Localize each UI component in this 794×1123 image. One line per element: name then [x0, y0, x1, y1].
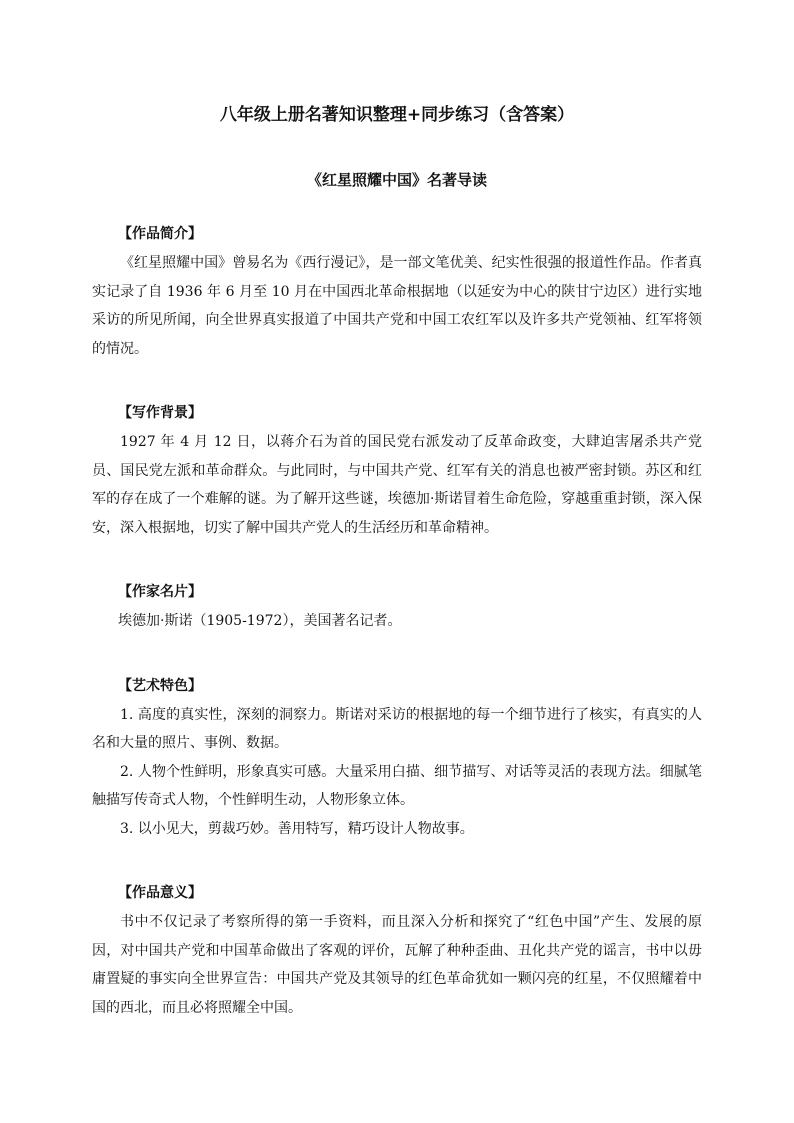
- section-art: [92, 676, 702, 844]
- art-feature-item-1: 1. 高度的真实性，深刻的洞察力。斯诺对采访的根据地的每一个细节进行了核实，有真实的人名和大量的照片、事例、数据。: [92, 706, 702, 751]
- section-heading-significance: 【作品意义】: [118, 885, 202, 901]
- section-author: [118, 582, 702, 636]
- section-heading-intro: 【作品简介】: [118, 226, 202, 242]
- document-title: 八年级上册名著知识整理+同步练习（含答案）: [219, 105, 575, 125]
- section-heading-background: 【写作背景】: [118, 405, 202, 421]
- section-heading-author: 【作家名片】: [118, 584, 202, 600]
- section-significance: [92, 883, 702, 1022]
- document-subtitle: 《红星照耀中国》名著导读: [306, 171, 487, 189]
- art-feature-item-2: 2. 人物个性鲜明，形象真实可感。大量采用白描、细节描写、对话等灵活的表现方法。细腻笔触描写传奇式人物，个性鲜明生动，人物形象立体。: [92, 763, 702, 808]
- section-text-significance: 书中不仅记录了考察所得的第一手资料，而且深入分析和探究了“红色中国”产生、发展的原因，对中国共产党和中国革命做出了客观的评价，瓦解了种种歪曲、丑化共产党的谣言，书中以毋庸置疑的事实向全世界宣告：中国共产党及其领导的红色革命犹如一颗闪亮的红星，不仅照耀着中国的西北，而且必将照耀全中国。: [92, 914, 702, 1016]
- section-heading-art: 【艺术特色】: [118, 677, 202, 694]
- section-background: [92, 403, 702, 542]
- section-text-author: 埃德加·斯诺（1905-1972），美国著名记者。: [118, 613, 402, 629]
- art-feature-item-3: 3. 以小见大，剪裁巧妙。善用特写，精巧设计人物故事。: [120, 820, 474, 837]
- section-text-intro: 《红星照耀中国》曾易名为《西行漫记》，是一部文笔优美、纪实性很强的报道性作品。作者真实记录了自 1936 年 6 月至 10 月在中国西北革命根据地（以延安为中心的陕甘宁边区）进行实地采访的所见所闻，向全世界真实报道了中国共产党和中国工农红军以及许多共产党领袖、红军将领的情况。: [92, 255, 702, 357]
- section-intro: [92, 224, 702, 363]
- section-text-background: 1927 年 4 月 12 日，以蒋介石为首的国民党右派发动了反革命政变，大肆迫害屠杀共产党员、国民党左派和革命群众。与此同时，与中国共产党、红军有关的消息也被严密封锁。苏区和红军的存在成了一个难解的谜。为了解开这些谜，埃德加·斯诺冒着生命危险，穿越重重封锁，深入保安，深入根据地，切实了解中国共产党人的生活经历和革命精神。: [92, 434, 702, 536]
